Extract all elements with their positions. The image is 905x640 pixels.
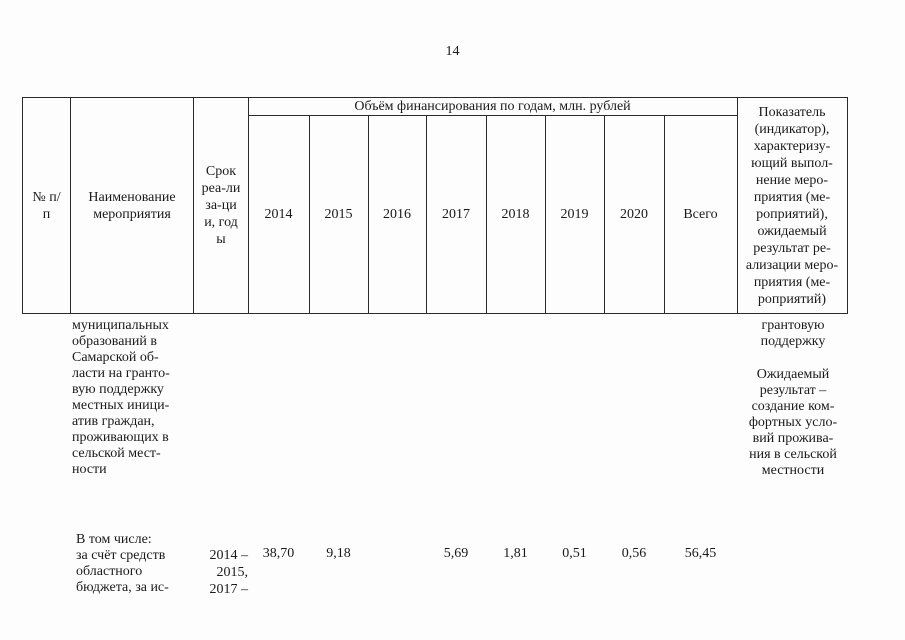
continuation-indicator-text-1: грантовую поддержку [760,318,826,349]
header-year-2017: 2017 [442,207,470,222]
continuation-name-text: муниципальных образований в Самарской об- ласти на гранто- вую поддержку местных иници- атив граждан, проживающих в сельской мест- ности [72,318,170,477]
header-name: Наименование мероприятия [88,189,176,222]
header-term: Срок реа-лиза-ции, годы [201,164,241,247]
value-2017: 5,69 [443,546,469,561]
header-year-2019: 2019 [560,207,589,222]
value-2014: 38,70 [262,546,295,561]
header-bottom-border [22,313,847,314]
header-year-2020: 2020 [620,207,648,222]
header-year-2014: 2014 [264,207,293,222]
header-total: Всего [683,207,718,222]
value-2020: 0,56 [621,546,647,561]
subrow-name-text: В том числе: за счёт средств областного бюджета, за ис- [76,532,169,595]
header-funding-title: Объём финансирования по годам, млн. рублей [354,99,631,114]
value-2019: 0,51 [562,546,587,561]
value-2018: 1,81 [503,546,528,561]
continuation-indicator-text-2: Ожидаемый результат – создание ком- фортных усло- вий прожива- ния в сельской местности [748,367,838,478]
header-year-2018: 2018 [501,207,530,222]
page-number: 14 [445,44,460,59]
subrow-term-text: 2014 – 2015, 2017 – [209,548,248,597]
header-no: № п/п [32,189,61,222]
col-border-left [22,97,23,314]
col-border-no-name [70,97,71,314]
header-year-2016: 2016 [383,207,411,222]
value-total: 56,45 [684,546,717,561]
header-indicator: Показатель (индикатор), характеризу-ющий выпол-нение меро-приятия (ме-роприятий), ожидаемый результат ре-ализации меро-приятия (ме-роприятий) [745,104,839,307]
value-2015: 9,18 [326,546,351,561]
col-border-name-term [193,97,194,314]
col-border-right [847,97,848,314]
header-year-2015: 2015 [324,207,353,222]
